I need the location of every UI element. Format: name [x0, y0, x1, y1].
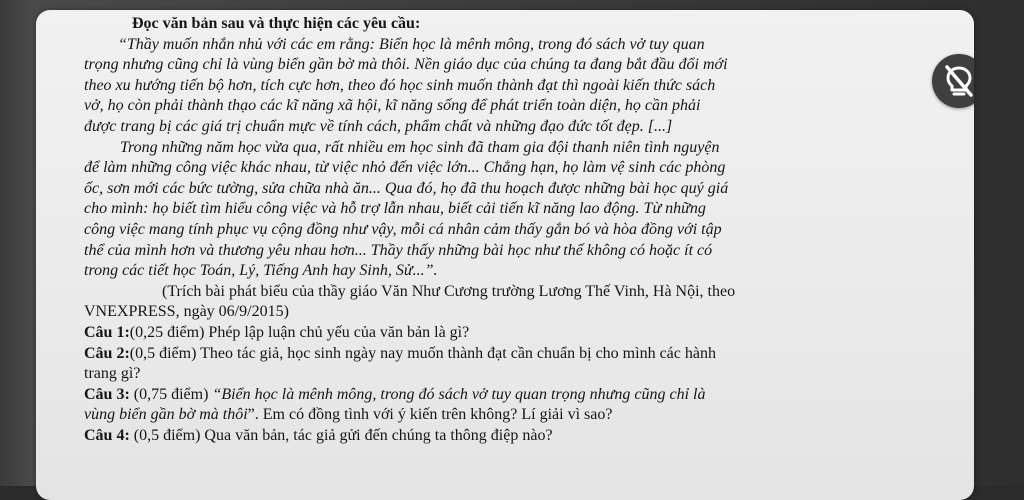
- passage-line: Trong những năm học vừa qua, rất nhiều em học sinh đã tham gia đội thanh niên tình nguyện: [120, 138, 720, 156]
- question-text: (0,5 điểm) Qua văn bản, tác giả gửi đến chúng ta thông điệp nào?: [129, 426, 553, 444]
- source-line: (Trích bài phát biểu của thầy giáo Văn Như Cương trường Lương Thế Vinh, Hà Nội, theo: [162, 282, 736, 300]
- passage-line: “Thầy muốn nhắn nhủ với các em rằng: Biển học là mênh mông, trong đó sách vở tuy quan: [118, 35, 705, 53]
- question-label: Câu 2:: [84, 344, 130, 362]
- question-text: ”. Em có đồng tình với ý kiến trên không? Lí giải vì sao?: [247, 406, 613, 424]
- passage-line: công việc mang tính phục vụ cộng đồng như vậy, mỗi cá nhân cảm thấy gắn bó và hòa đồng với tập: [84, 220, 722, 238]
- question-3: [84, 385, 884, 406]
- document-page: [36, 10, 974, 500]
- question-text: (0,5 điểm) Theo tác giả, học sinh ngày nay muốn thành đạt cần chuẩn bị cho mình các hành: [129, 344, 716, 362]
- document-text: [84, 14, 884, 446]
- question-label: Câu 4:: [84, 426, 130, 444]
- passage-line: ốc, sơn mới các bức tường, sửa chữa nhà ăn... Qua đó, họ đã thu hoạch được những bài học quý giá: [84, 179, 729, 197]
- passage-line: vở, họ còn phải thành thạo các kĩ năng xã hội, kĩ năng sống để phát triển toàn diện, họ cần phải: [84, 97, 701, 115]
- source-line: VNEXPRESS, ngày 06/9/2015): [84, 303, 289, 321]
- passage-line: trong các tiết học Toán, Lý, Tiếng Anh hay Sinh, Sử...”.: [84, 262, 438, 280]
- question-quote: “Biển học là mênh mông, trong đó sách vở tuy quan trọng nhưng cũng chỉ là: [212, 385, 706, 403]
- passage-line: trọng nhưng cũng chỉ là vùng biển gần bờ mà thôi. Nền giáo dục của chúng ta đang bắt đầu đổi mới: [84, 56, 728, 74]
- passage-line: được trang bị các giá trị chuẩn mực về tính cách, phẩm chất và những đạo đức tốt đẹp. [...]: [84, 117, 673, 135]
- question-1: [84, 323, 884, 344]
- passage-line: thể của mình hơn và thương yêu nhau hơn... Thầy thấy những bài học như thế không có hoặc ít có: [84, 241, 713, 259]
- passage-line: để làm những công việc khác nhau, từ việc nhỏ đến việc lớn... Chẳng hạn, họ làm vệ sinh các phòng: [84, 159, 726, 177]
- crossed-lightbulb-icon-graphic: [932, 54, 974, 108]
- document-heading: Đọc văn bản sau và thực hiện các yêu cầu:: [132, 15, 421, 32]
- question-2-continuation: trang gì?: [84, 365, 141, 383]
- question-4: [84, 426, 884, 447]
- question-3-continuation: [84, 405, 884, 426]
- question-label: Câu 1:: [84, 323, 130, 341]
- question-label: Câu 3:: [84, 385, 130, 403]
- question-2: [84, 344, 884, 365]
- crossed-lightbulb-icon[interactable]: [932, 54, 974, 108]
- question-text: (0,25 điểm) Phép lập luận chủ yếu của văn bản là gì?: [129, 323, 470, 341]
- passage-line: cho mình: họ biết tìm hiểu công việc và hỗ trợ lẫn nhau, biết cải tiến kĩ năng lao động. Từ những: [84, 200, 706, 218]
- question-text: (0,75 điểm): [129, 385, 213, 403]
- passage-line: theo xu hướng tiến bộ hơn, tích cực hơn, theo đó học sinh muốn thành đạt thì ngoài kiến thức sách: [84, 76, 716, 94]
- question-quote: vùng biển gần bờ mà thôi: [84, 406, 248, 424]
